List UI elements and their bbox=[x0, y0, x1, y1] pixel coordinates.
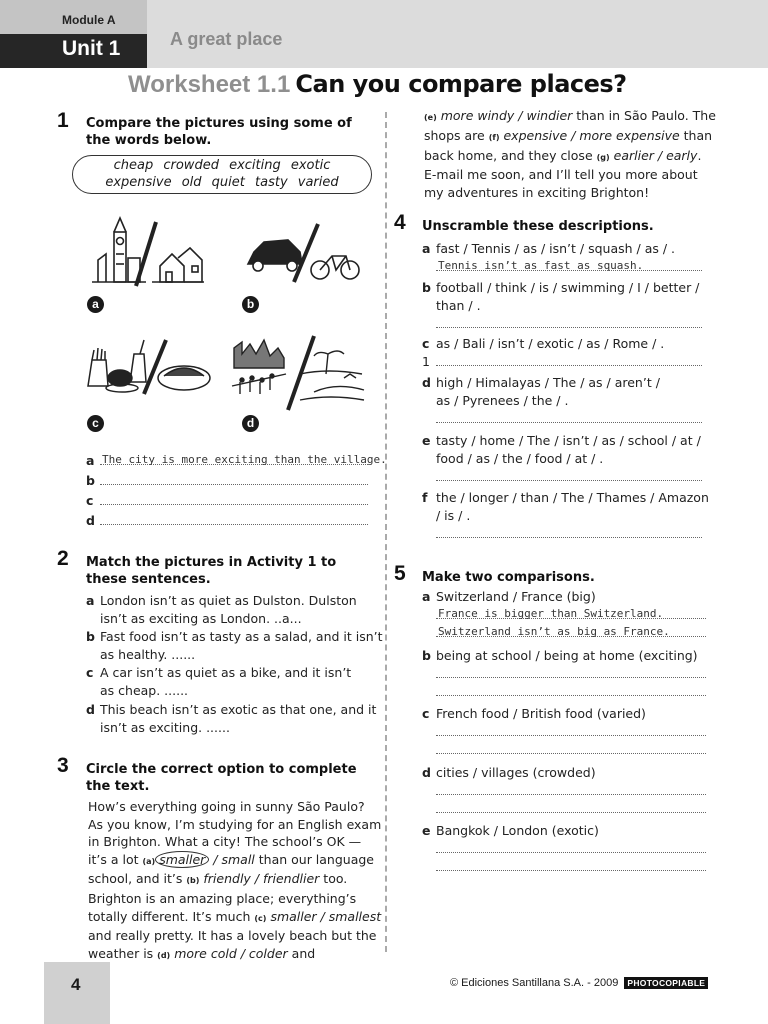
picture-label-d: d bbox=[242, 415, 259, 432]
unit-topic: A great place bbox=[170, 29, 283, 49]
s4-item-d: d high / Himalayas / The / as / aren’t / as / Pyrenees / the / . bbox=[422, 374, 702, 428]
picture-label-c: c bbox=[87, 415, 104, 432]
s2-item-d: d This beach isn’t as exotic as that one, and it isn’t as exciting. ...... bbox=[86, 702, 377, 735]
s1-line-a-letter: a bbox=[86, 453, 95, 468]
s4-item-b: b football / think / is / swimming / I / better / than / . bbox=[422, 279, 702, 333]
worksheet-question: Can you compare places? bbox=[295, 70, 627, 98]
s1-line-c-letter: c bbox=[86, 493, 94, 508]
s1-line-b-letter: b bbox=[86, 473, 95, 488]
section-3-instruction: Circle the correct option to complete the text. bbox=[86, 762, 357, 794]
s1-line-d bbox=[86, 512, 372, 530]
s5-item-b: b being at school / being at home (exciting) bbox=[422, 647, 706, 701]
section-4-instruction: Unscramble these descriptions. bbox=[422, 219, 654, 234]
s5-answer-a1: France is bigger than Switzerland. bbox=[438, 607, 664, 620]
s2-item-a: a London isn’t as quiet as Dulston. Dulston isn’t as exciting as London. ..a... bbox=[86, 593, 357, 626]
word-box-row-1: cheap crowded exciting exotic bbox=[113, 158, 331, 173]
s5-item-e: e Bangkok / London (exotic) bbox=[422, 822, 706, 876]
unit-label: Unit 1 bbox=[62, 37, 121, 60]
picture-label-a: a bbox=[87, 296, 104, 313]
s5-item-d: d cities / villages (crowded) bbox=[422, 764, 706, 818]
s4-item-f: f the / longer / than / The / Thames / Amazon / is / . bbox=[422, 489, 709, 543]
s1-line-d-letter: d bbox=[86, 513, 95, 528]
section-1-number: 1 bbox=[57, 109, 69, 132]
s5-item-a: a Switzerland / France (big) bbox=[422, 588, 706, 642]
footer-copyright: © Ediciones Santillana S.A. - 2009 PHOTOCOPIABLE bbox=[450, 977, 708, 989]
s1-line-c bbox=[86, 492, 372, 510]
module-label: Module A bbox=[62, 13, 116, 27]
s1-line-b bbox=[86, 472, 372, 490]
page-number-box bbox=[44, 962, 110, 1024]
s1-answer-a: The city is more exciting than the village. bbox=[102, 453, 387, 466]
s4-item-a: a fast / Tennis / as / isn’t / squash / as / . bbox=[422, 240, 702, 276]
city-village-illustration bbox=[90, 214, 206, 290]
s5-answer-a2: Switzerland isn’t as big as France. bbox=[438, 625, 670, 638]
word-box bbox=[72, 155, 372, 194]
fastfood-salad-illustration bbox=[86, 334, 214, 396]
unit-tab bbox=[0, 34, 147, 68]
section-2-number: 2 bbox=[57, 547, 69, 570]
section-1-instruction: Compare the pictures using some of the words below. bbox=[86, 116, 352, 148]
word-box-row-2: expensive old quiet tasty varied bbox=[105, 175, 339, 190]
beach-illustration bbox=[230, 334, 366, 416]
car-bike-illustration bbox=[244, 220, 362, 286]
page-number: 4 bbox=[71, 975, 81, 994]
section-4-number: 4 bbox=[394, 211, 406, 234]
s5-item-c: c French food / British food (varied) bbox=[422, 705, 706, 759]
section-5-instruction: Make two comparisons. bbox=[422, 570, 595, 585]
photocopiable-badge: PHOTOCOPIABLE bbox=[624, 977, 708, 989]
worksheet-label: Worksheet 1.1 bbox=[128, 71, 291, 98]
s4-item-c: c as / Bali / isn’t / exotic / as / Rome / . 1 bbox=[422, 335, 702, 371]
s2-item-b: b Fast food isn’t as tasty as a salad, and it isn’t as healthy. ...... bbox=[86, 629, 383, 662]
s3-text-left: How’s everything going in sunny São Paulo? As you know, I’m studying for an English exam in Brighton. What a city! The school’s OK — it’s a lot (a) smaller / small than our language school, and it’s (b) friendly / friendlier too. Brighton is an amazing place; everything’s totally different. It’s much (c) smaller / smallest and really pretty. It has a lovely beach but the weather is (d) more cold / colder and bbox=[88, 799, 382, 961]
worksheet-title bbox=[128, 70, 627, 99]
picture-label-b: b bbox=[242, 296, 259, 313]
s2-item-c: c A car isn’t as quiet as a bike, and it isn’t as cheap. ...... bbox=[86, 665, 352, 698]
module-tab bbox=[0, 0, 147, 34]
section-5-number: 5 bbox=[394, 562, 406, 585]
s4-answer-a: Tennis isn’t as fast as squash. bbox=[438, 259, 644, 272]
circled-option: smaller bbox=[155, 851, 209, 868]
section-2-instruction: Match the pictures in Activity 1 to these sentences. bbox=[86, 555, 337, 587]
s3-text-right: (e) more windy / windier than in São Paulo. The shops are (f) expensive / more expensive than back home, and they close (g) earlier / early. E-mail me soon, and I’ll tell you more about my adventures in exciting Brighton! bbox=[424, 108, 716, 201]
column-divider bbox=[385, 112, 387, 952]
section-3-number: 3 bbox=[57, 754, 69, 777]
s4-stray-mark: 1 bbox=[422, 354, 430, 369]
s4-item-e: e tasty / home / The / isn’t / as / school / at / food / as / the / food / at / . bbox=[422, 432, 702, 486]
